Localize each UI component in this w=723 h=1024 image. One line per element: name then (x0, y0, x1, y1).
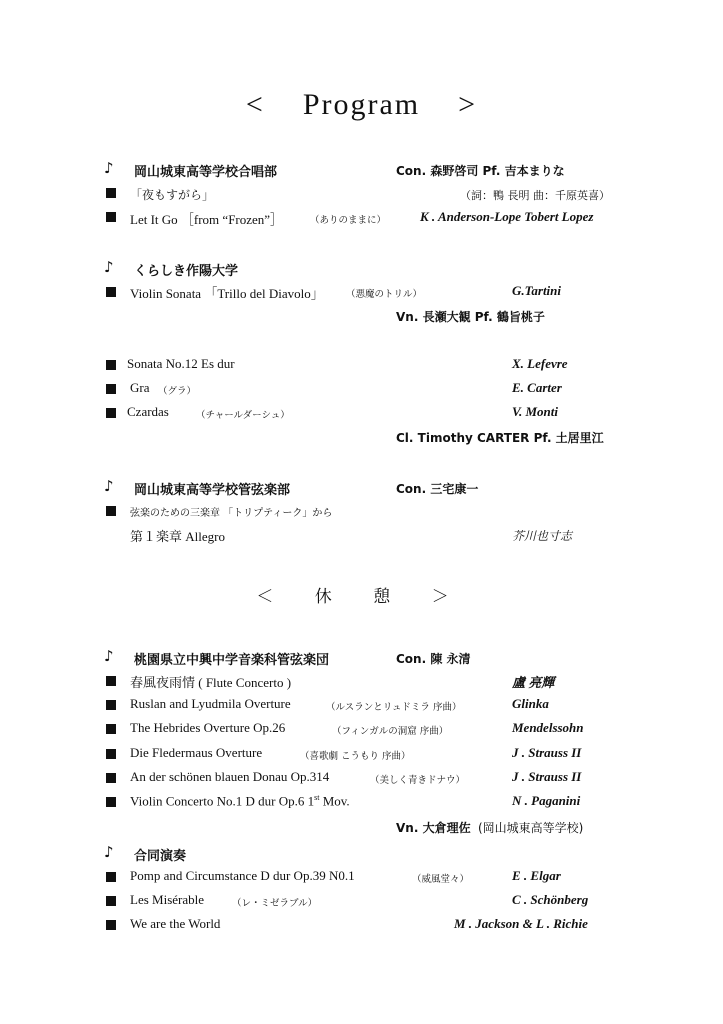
bullet-icon (106, 749, 116, 759)
s4-item-3-title: The Hebrides Overture Op.26 (130, 720, 286, 735)
bullet-icon (106, 287, 116, 297)
s4-item-5-note: （美しく青きドナウ） (370, 775, 466, 786)
bullet-icon (106, 920, 116, 930)
music-note-icon: ♪ (104, 843, 114, 861)
s4-item-6-tail: Mov. (319, 793, 350, 809)
s5-item-2-title: Les Misérable (130, 892, 205, 907)
s2-item-4-title: Czardas (127, 404, 169, 419)
music-note-icon: ♪ (104, 477, 114, 495)
section-5-name: 合同演奏 (134, 849, 187, 864)
s2-item-2-title: Sonata No.12 Es dur (127, 356, 235, 371)
s5-item-2-note: （レ・ミゼラブル） (232, 898, 318, 909)
s5-item-2-composer: C . Schönberg (512, 892, 589, 907)
s4-performers-note: (岡山城東高等学校) (478, 821, 584, 835)
s1-item-2-composer: K . Anderson-Lope Tobert Lopez (420, 209, 594, 224)
s4-item-4-note: （喜歌劇 こうもり 序曲） (300, 751, 411, 762)
section-4-performers: Con. 陳 永清 (396, 652, 471, 666)
section-2-name: くらしき作陽大学 (134, 264, 239, 279)
bullet-icon (106, 506, 116, 516)
s1-item-2-note: （ありのままに） (310, 215, 387, 226)
bullet-icon (106, 188, 116, 198)
s2-item-4-composer: V. Monti (512, 404, 559, 419)
s4-item-5-composer: J . Strauss II (512, 769, 582, 784)
bullet-icon (106, 797, 116, 807)
s4-performers: Vn. 大倉理佐 (396, 821, 471, 835)
s5-item-3-title: We are the World (130, 916, 221, 931)
s4-item-6-main: Violin Concerto No.1 D dur Op.6 1 (130, 793, 315, 809)
s2-performers-1: Vn. 長瀬大観 Pf. 鶴旨桃子 (396, 310, 545, 324)
bullet-icon (106, 700, 116, 710)
s2-item-2-composer: X. Lefevre (512, 356, 568, 371)
s1-item-2-title: Let It Go ［from “Frozen”］ (130, 212, 284, 227)
s1-item-1-title: 「夜もすがら」 (130, 188, 215, 202)
s4-item-6-composer: N . Paganini (512, 793, 581, 808)
s2-item-1-note: （悪魔のトリル） (346, 289, 423, 300)
title-text: Program (302, 88, 421, 121)
s2-performers-2: Cl. Timothy CARTER Pf. 土居里江 (396, 431, 604, 445)
s3-item-1-title: 弦楽のための三楽章 「トリプティーク」から (130, 508, 333, 519)
title-right-bracket: > (458, 88, 478, 121)
s2-item-1-composer: G.Tartini (512, 283, 562, 298)
s2-item-1-title: Violin Sonata 「Trillo del Diavolo」 (130, 286, 324, 301)
s5-item-1-composer: E . Elgar (512, 868, 561, 883)
page-title (0, 88, 723, 122)
bullet-icon (106, 384, 116, 394)
music-note-icon: ♪ (104, 647, 114, 665)
bullet-icon (106, 724, 116, 734)
s3-item-1-movement: 第１楽章 Allegro (130, 529, 225, 544)
section-3-performers: Con. 三宅康一 (396, 482, 479, 496)
music-note-icon: ♪ (104, 159, 114, 177)
s5-item-1-title: Pomp and Circumstance D dur Op.39 N0.1 (130, 868, 355, 883)
section-1-performers: Con. 森野啓司 Pf. 吉本まりな (396, 164, 565, 178)
s4-item-5-title: An der schönen blauen Donau Op.314 (130, 769, 330, 784)
music-note-icon: ♪ (104, 258, 114, 276)
s4-item-2-title: Ruslan and Lyudmila Overture (130, 696, 291, 711)
section-1-name: 岡山城東高等学校合唱部 (134, 165, 278, 180)
s4-item-1-title: 春風夜雨情 ( Flute Concerto ) (130, 675, 292, 690)
s2-item-3-title: Gra (130, 380, 150, 395)
bullet-icon (106, 360, 116, 370)
s2-item-3-composer: E. Carter (512, 380, 562, 395)
s5-item-1-note: （威風堂々） (412, 874, 470, 885)
s4-item-4-title: Die Fledermaus Overture (130, 745, 263, 760)
s2-item-4-note: （チャールダーシュ） (196, 410, 290, 421)
s4-item-2-composer: Glinka (512, 696, 549, 711)
section-4-name: 桃園県立中興中学音楽科管弦楽団 (134, 653, 330, 668)
s4-item-1-composer: 盧 亮輝 (512, 675, 555, 690)
s3-item-1-composer: 芥川也寸志 (512, 529, 573, 543)
bullet-icon (106, 872, 116, 882)
s4-item-3-note: （フィンガルの洞窟 序曲） (332, 726, 449, 737)
s1-item-1-credit: （詞：鴨 長明 曲：千原英喜） (460, 189, 610, 202)
bullet-icon (106, 408, 116, 418)
s4-item-2-note: （ルスランとリュドミラ 序曲） (326, 702, 462, 713)
bullet-icon (106, 896, 116, 906)
s4-item-3-composer: Mendelssohn (512, 720, 584, 735)
s4-item-4-composer: J . Strauss II (512, 745, 582, 760)
section-3-name: 岡山城東高等学校管弦楽部 (134, 483, 291, 498)
s5-item-3-composer: M . Jackson & L . Richie (454, 916, 588, 931)
bullet-icon (106, 676, 116, 686)
s4-item-6-title (130, 793, 350, 809)
s4-item-6-sup: st (314, 793, 320, 802)
bullet-icon (106, 212, 116, 222)
s2-item-3-note: （グラ） (158, 386, 197, 397)
intermission-label: ＜ 休 憩 ＞ (256, 587, 467, 607)
bullet-icon (106, 773, 116, 783)
title-left-bracket: < (245, 88, 265, 121)
